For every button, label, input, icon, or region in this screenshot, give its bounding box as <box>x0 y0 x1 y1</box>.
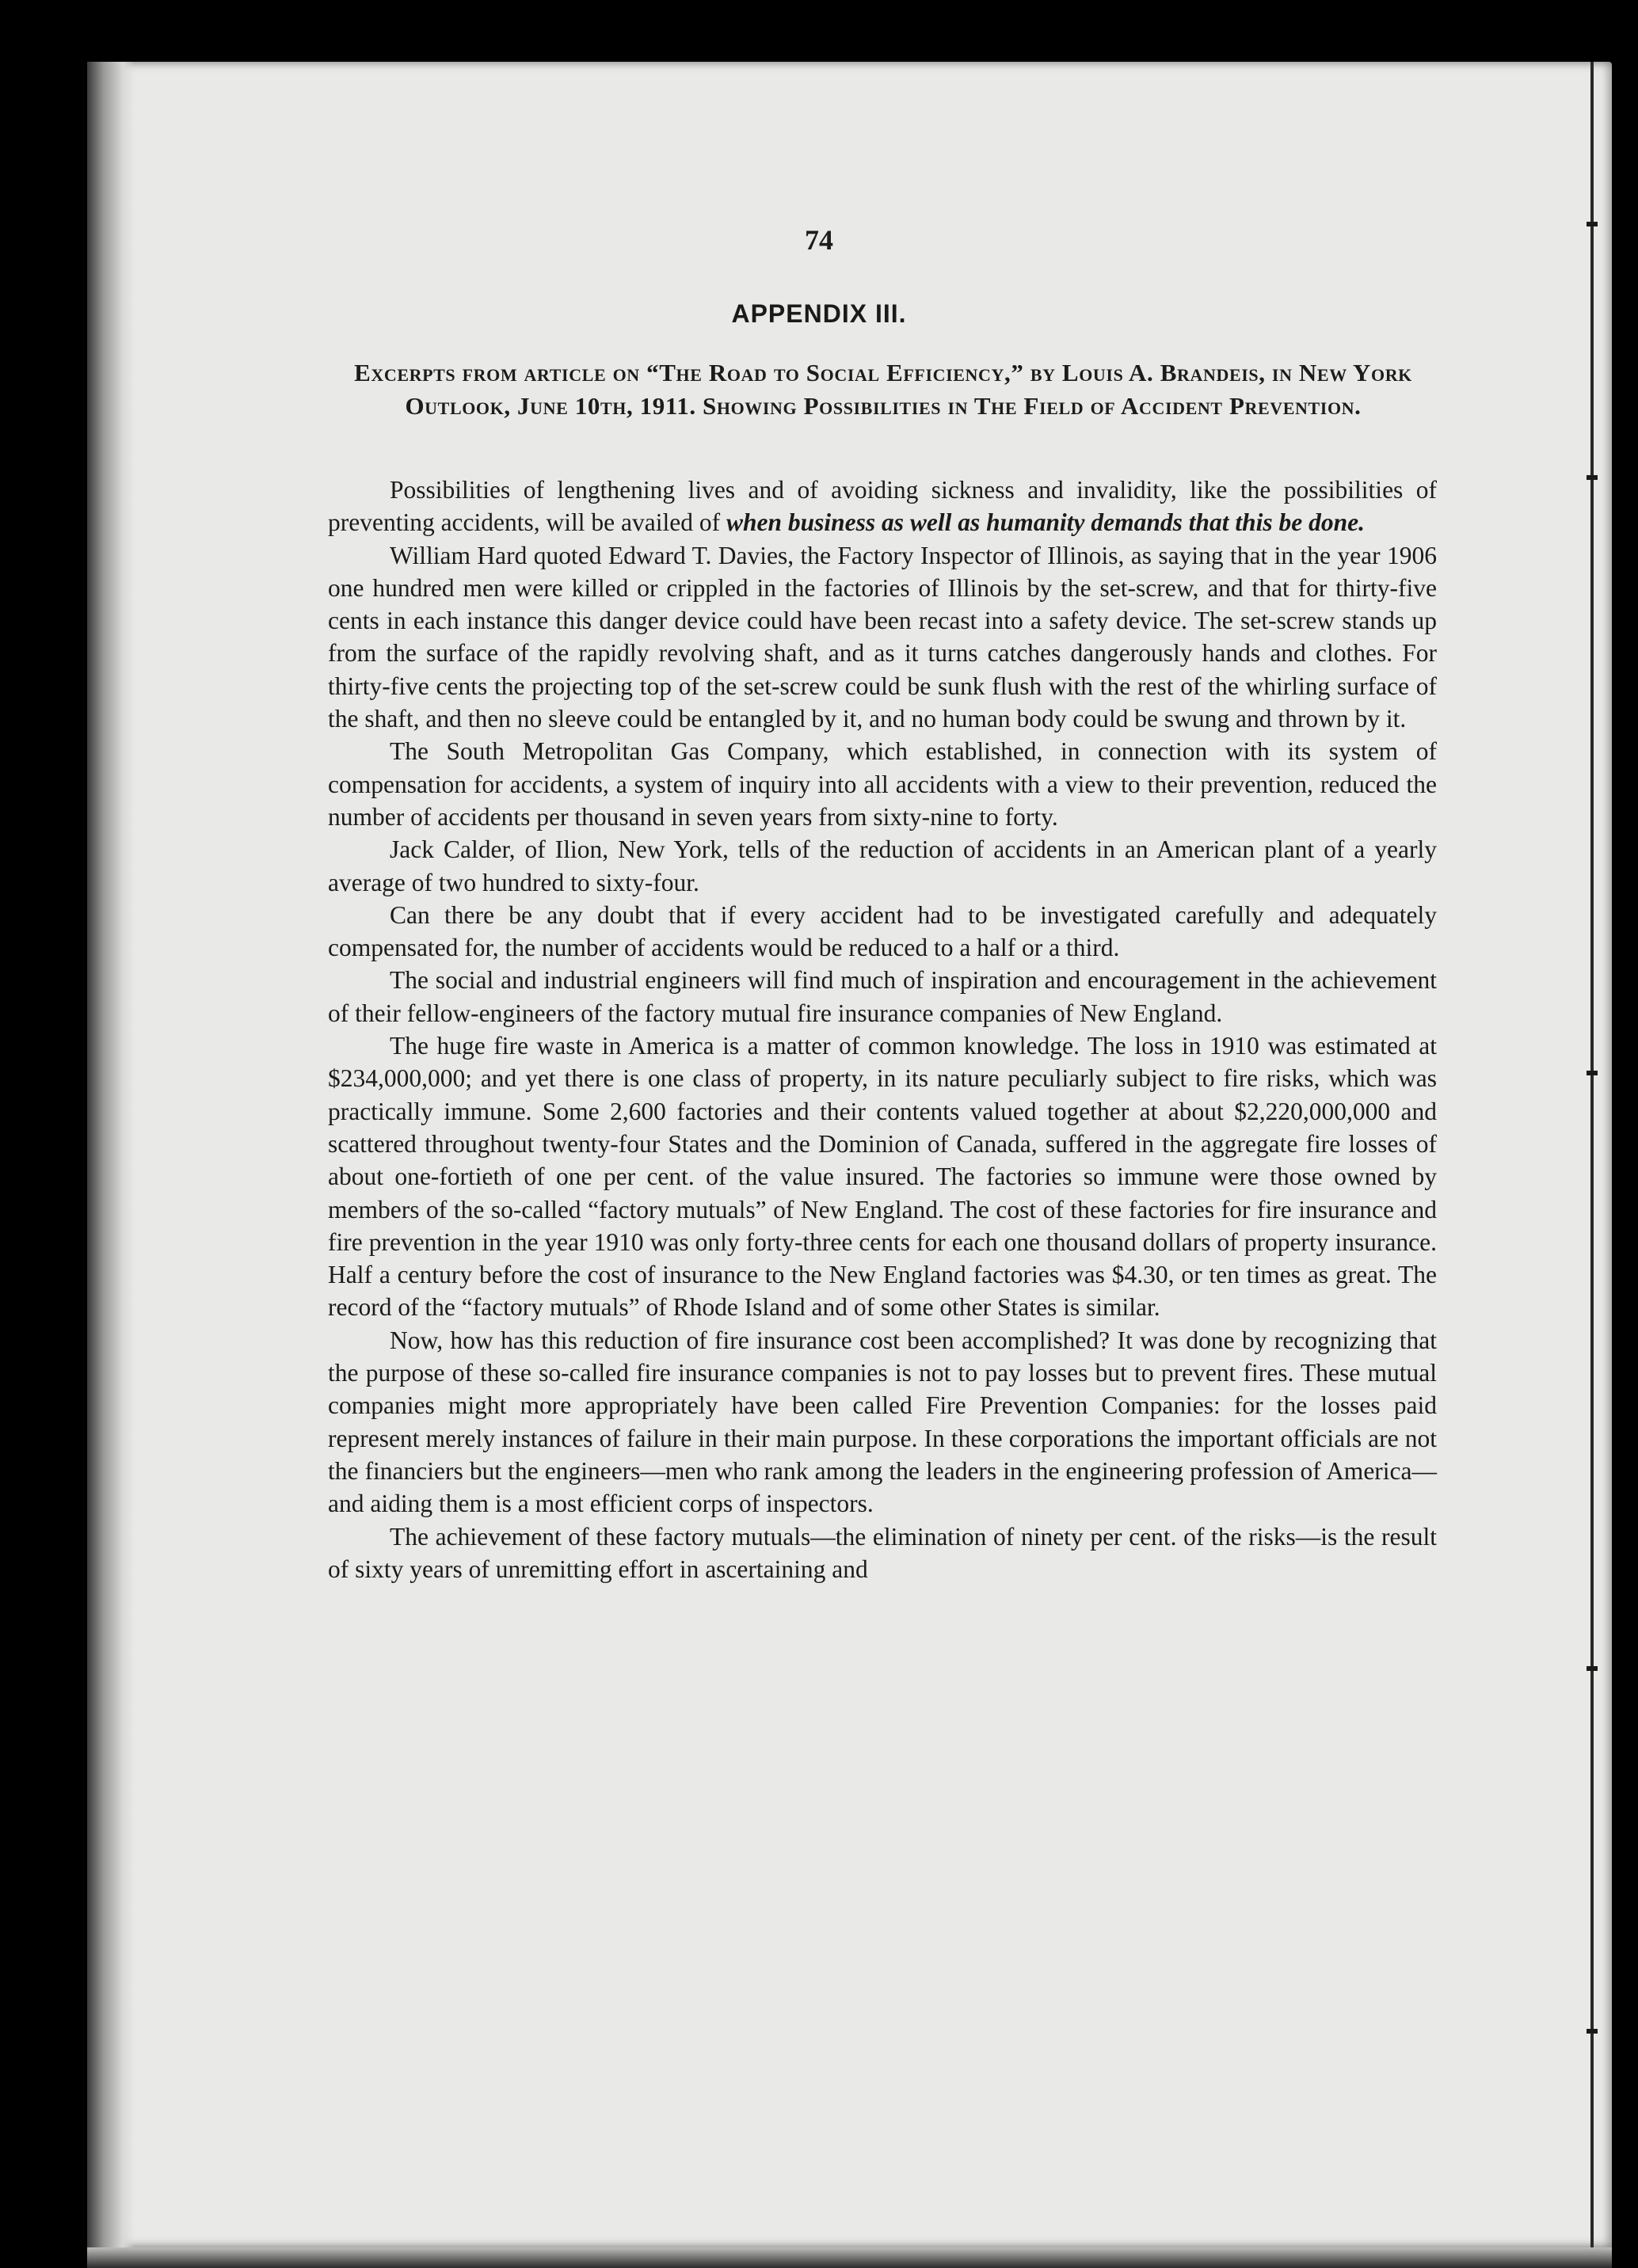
paragraph <box>328 474 1437 539</box>
right-page-edge <box>1590 62 1594 2247</box>
edge-mark <box>1587 1071 1598 1075</box>
emphasis-text: when business as well as humanity demands that this be done. <box>726 508 1366 537</box>
edge-mark <box>1587 475 1598 480</box>
page-number: 74 <box>805 224 833 256</box>
page-bottom-edge <box>87 2247 1612 2268</box>
paragraph: Now, how has this reduction of fire insurance cost been accomplished? It was done by recognizing that the purpose of these so-called fire insurance companies is not to pay losses but to prevent fires. These mutual companies might more appropriately have been called Fire Prevention Companies: for the losses paid represent merely instances of failure in their main purpose. In these corporations the important officials are not the financiers but the engineers—men who rank among the leaders in the engineering profession of America—and aiding them is a most efficient corps of inspectors. <box>328 1326 1437 1518</box>
paragraph: The South Metropolitan Gas Company, which established, in connection with its system of compensation for accidents, a system of inquiry into all accidents with a view to their prevention, reduced the number of accidents per thousand in seven years from sixty-nine to forty. <box>328 737 1437 831</box>
body-text <box>328 474 1437 1585</box>
paragraph: The social and industrial engineers will find much of inspiration and encouragement in the achievement of their fellow-engineers of the factory mutual fire insurance companies of New England. <box>328 966 1437 1027</box>
paragraph: Can there be any doubt that if every accident had to be investigated carefully and adequately compensated for, the number of accidents would be reduced to a half or a third. <box>328 900 1437 962</box>
appendix-subtitle: Excerpts from article on “The Road to Social Efficiency,” by Louis A. Brandeis, in New York Outlook, June 10th, 1911. Showing Possibilities in The Field of Accident Prevention. <box>354 359 1412 420</box>
appendix-title: APPENDIX III. <box>731 299 907 328</box>
paragraph: The achievement of these factory mutuals—the elimination of ninety per cent. of the risks—is the result of sixty years of unremitting effort in ascertaining and <box>328 1522 1437 1583</box>
binding-gutter <box>87 62 135 2247</box>
edge-mark <box>1587 1666 1598 1671</box>
paragraph: Jack Calder, of Ilion, New York, tells of the reduction of accidents in an American plant of a yearly average of two hundred to sixty-four. <box>328 835 1437 896</box>
paragraph: William Hard quoted Edward T. Davies, the Factory Inspector of Illinois, as saying that in the year 1906 one hundred men were killed or crippled in the factories of Illinois by the set-screw, and that for thirty-five cents in each instance this danger device could have been recast into a safety device. The set-screw stands up from the surface of the rapidly revolving shaft, and as it turns catches dangerously hands and clothes. For thirty-five cents the projecting top of the set-screw could be sunk flush with the rest of the whirling surface of the shaft, and then no sleeve could be entangled by it, and no human body could be swung and thrown by it. <box>328 541 1437 733</box>
paragraph: The huge fire waste in America is a matter of common knowledge. The loss in 1910 was estimated at $234,000,000; and yet there is one class of property, in its nature peculiarly subject to fire risks, which was practically immune. Some 2,600 factories and their contents valued together at about $2,220,000,000 and scattered throughout twenty-four States and the Dominion of Canada, suffered in the aggregate fire losses of about one-fortieth of one per cent. of the value insured. The factories so immune were those owned by members of the so-called “factory mutuals” of New England. The cost of these factories for fire insurance and fire prevention in the year 1910 was only forty-three cents for each one thousand dollars of property insurance. Half a century before the cost of insurance to the New England factories was $4.30, or ten times as great. The record of the “factory mutuals” of Rhode Island and of some other States is similar. <box>328 1032 1437 1322</box>
paragraph-text: Possibilities of lengthening lives and of avoiding sickness and invalidity, like the possibilities of preventing accidents, will be availed of <box>328 476 1437 537</box>
edge-mark <box>1587 2029 1598 2034</box>
